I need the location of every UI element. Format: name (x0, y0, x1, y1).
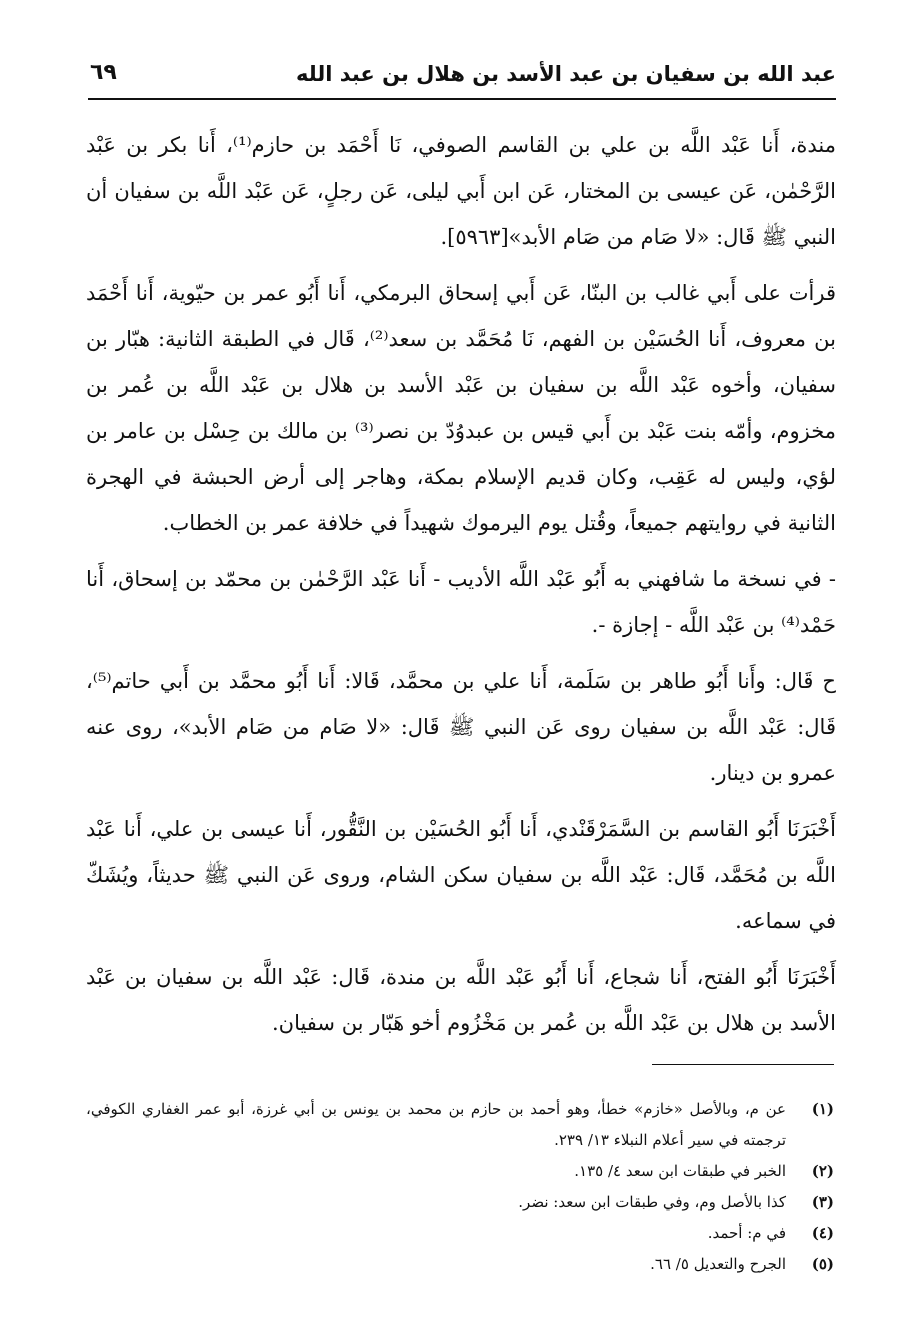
footnote-separator (652, 1064, 834, 1065)
footnote-text: في م: أحمد. (707, 1224, 786, 1242)
footnote-text: كذا بالأصل وم، وفي طبقات ابن سعد: نضر. (518, 1193, 786, 1211)
page-header (88, 58, 836, 94)
footnotes (86, 1094, 834, 1280)
footnote-number: (٥) (811, 1255, 834, 1273)
header-rule (88, 98, 836, 100)
footnote (86, 1187, 834, 1218)
paragraph: ح قَال: وأَنا أَبُو طاهر بن سَلَمة، أَنا علي بن محمَّد، قَالا: أَنا أَبُو محمَّد بن أَبي حاتم⁽⁵⁾، قَال: عَبْد اللَّه بن سفيان روى عَن النبي ﷺ قَال: «لا صَام من صَام الأبد»، روى عنه عمرو بن دينار. (86, 669, 836, 785)
footnote (86, 1156, 834, 1187)
footnote (86, 1249, 834, 1280)
footnote (86, 1218, 834, 1249)
footnote (86, 1094, 834, 1156)
paragraph: قرأت على أَبي غالب بن البنّا، عَن أَبي إسحاق البرمكي، أَنا أَبُو عمر بن حيّوية، أَنا أَحْمَد بن معروف، أَنا الحُسَيْن بن الفهم، نَا مُحَمَّد بن سعد⁽²⁾، قَال في الطبقة الثانية: هبّار بن سفيان، وأخوه عَبْد اللَّه بن سفيان بن عَبْد الأسد بن هلال بن عَبْد اللَّه بن عُمر بن مخزوم، وأمّه بنت عَبْد بن أَبي قيس بن عبدوُدّ بن نصر⁽³⁾ بن مالك بن حِسْل بن عامر بن لؤي، وليس له عَقِب، وكان قديم الإسلام بمكة، وهاجر إلى أرض الحبشة في الهجرة الثانية في روايتهم جميعاً، وقُتل يوم اليرموك شهيداً في خلافة عمر بن الخطاب. (86, 281, 836, 535)
page-number: ٦٩ (90, 60, 117, 85)
paragraph: أَخْبَرَنَا أَبُو القاسم بن السَّمَرْقَنْدي، أَنا أَبُو الحُسَيْن بن النَّقُّور، أَنا عيسى بن علي، أَنا عَبْد اللَّه بن مُحَمَّد، قَال: عَبْد اللَّه بن سفيان سكن الشام، وروى عَن النبي ﷺ حديثاً، ويُشَكّ في سماعه. (86, 817, 836, 933)
footnote-number: (٤) (811, 1224, 834, 1242)
footnote-number: (٣) (811, 1193, 834, 1211)
footnote-text: الجرح والتعديل ٥/ ٦٦. (650, 1255, 786, 1273)
footnote-number: (١) (811, 1100, 834, 1118)
footnote-number: (٢) (811, 1162, 834, 1180)
footnote-text: عن م، وبالأصل «خازم» خطأ، وهو أحمد بن حازم بن محمد بن يونس بن أبي غرزة، أبو عمر الغفاري الكوفي، ترجمته في سير أعلام النبلاء ١٣/ ٢٣٩. (86, 1100, 786, 1149)
paragraph: مندة، أَنا عَبْد اللَّه بن علي بن القاسم الصوفي، نَا أَحْمَد بن حازم⁽¹⁾، أَنا بكر بن عَبْد الرَّحْمٰن، عَن عيسى بن المختار، عَن ابن أَبي ليلى، عَن رجلٍ، عَن عَبْد اللَّه بن سفيان أن النبي ﷺ قَال: «لا صَام من صَام الأبد»[٥٩٦٣]. (86, 133, 836, 249)
running-title: عبد الله بن سفيان بن عبد الأسد بن هلال بن عبد الله (296, 62, 836, 86)
paragraph: أَخْبَرَنَا أَبُو الفتح، أَنا شجاع، أَنا أَبُو عَبْد اللَّه بن مندة، قَال: عَبْد اللَّه بن سفيان بن عَبْد الأسد بن هلال بن عَبْد اللَّه بن عُمر بن مَخْزُوم أخو هَبّار بن سفيان. (86, 965, 836, 1035)
main-text (86, 122, 836, 1056)
footnote-text: الخبر في طبقات ابن سعد ٤/ ١٣٥. (574, 1162, 786, 1180)
paragraph: - في نسخة ما شافهني به أَبُو عَبْد اللَّه الأديب - أَنا عَبْد الرَّحْمٰن بن محمّد بن إسحاق، أَنا حَمْد⁽⁴⁾ بن عَبْد اللَّه - إجازة -. (86, 567, 836, 637)
